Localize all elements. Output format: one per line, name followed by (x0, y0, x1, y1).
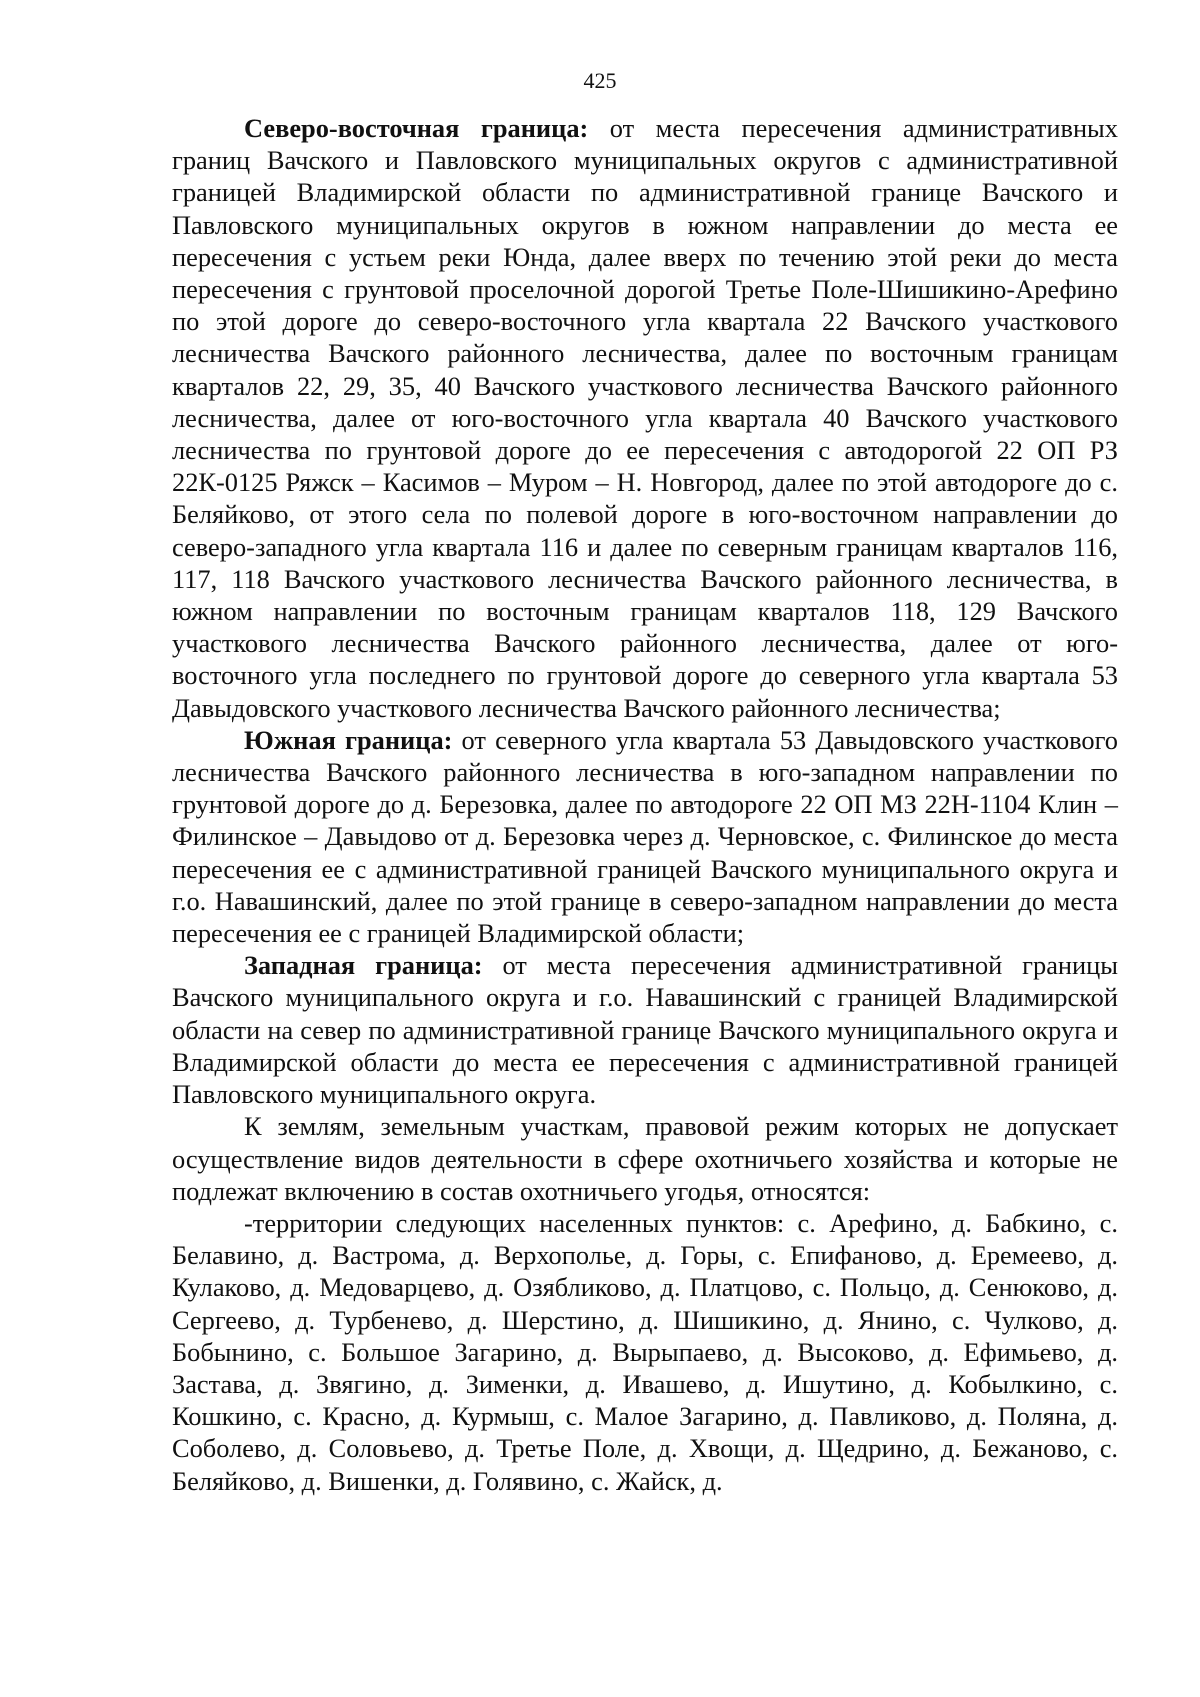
paragraph-heading: Северо-восточная граница: (244, 113, 589, 143)
paragraph-text: -территории следующих населенных пунктов: с. Арефино, д. Бабкино, с. Белавино, д. Вастрома, д. Верхополье, д. Горы, с. Епифаново, д. Еремеево, д. Кулаково, д. Медоварцево, д. Озябликово, д. Платцово, с. Польцо, д. Сенюково, д. Сергеево, д. Турбенево, д. Шерстино, д. Шишикино, д. Янино, с. Чулково, д. Бобынино, с. Большое Загарино, д. Вырыпаево, д. Высоково, д. Ефимьево, д. Застава, д. Звягино, д. Зименки, д. Ивашево, д. Ишутино, д. Кобылкино, с. Кошкино, с. Красно, д. Курмыш, с. Малое Загарино, д. Павликово, д. Поляна, д. Соболево, д. Соловьево, д. Третье Поле, д. Хвощи, д. Щедрино, д. Бежаново, с. Беляйково, д. Вишенки, д. Голявино, с. Жайск, д. (172, 1207, 1118, 1496)
paragraph-south-border (172, 724, 1118, 949)
paragraph-northeast-border (172, 112, 1118, 724)
paragraph-text: от места пересечения административных границ Вачского и Павловского муниципальных округов с административной границей Владимирской области по административной границе Вачского и Павловского муниципальных округов в южном направлении до места ее пересечения с устьем реки Юнда, далее вверх по течению этой реки до места пересечения с грунтовой проселочной дорогой Третье Поле-Шишикино-Арефино по этой дороге до северо-восточного угла квартала 22 Вачского участкового лесничества Вачского районного лесничества, далее по восточным границам кварталов 22, 29, 35, 40 Вачского участкового лесничества Вачского районного лесничества, далее от юго-восточного угла квартала 40 Вачского участкового лесничества по грунтовой дороге до ее пересечения с автодорогой 22 ОП РЗ 22К-0125 Ряжск – Касимов – Муром – Н. Новгород, далее по этой автодороге до с. Беляйково, от этого села по полевой дороге в юго-восточном направлении до северо-западного угла квартала 116 и далее по северным границам кварталов 116, 117, 118 Вачского участкового лесничества Вачского районного лесничества, в южном направлении по восточным границам кварталов 118, 129 Вачского участкового лесничества Вачского районного лесничества, далее от юго-восточного угла последнего по грунтовой дороге до северного угла квартала 53 Давыдовского участкового лесничества Вачского районного лесничества; (172, 113, 1118, 723)
paragraph-text: от места пересечения административной границы Вачского муниципального округа и г.о. Навашинский с границей Владимирской области на север по административной границе Вачского муниципального округа и Владимирской области до места ее пересечения с административной границей Павловского муниципального округа. (172, 950, 1119, 1110)
paragraph-settlements-list (172, 1207, 1118, 1497)
paragraph-west-border (172, 949, 1118, 1110)
paragraph-excluded-lands (172, 1110, 1118, 1207)
paragraph-heading: Южная граница: (244, 724, 453, 755)
page-number: 425 (583, 68, 617, 93)
document-body (172, 112, 1118, 1497)
paragraph-heading: Западная граница: (244, 950, 483, 981)
paragraph-text: от северного угла квартала 53 Давыдовского участкового лесничества Вачского районного лесничества в юго-западном направлении по грунтовой дороге до д. Березовка, далее по автодороге 22 ОП МЗ 22Н-1104 Клин – Филинское – Давыдово от д. Березовка через д. Черновское, с. Филинское до места пересечения ее с административной границей Вачского муниципального округа и г.о. Навашинский, далее по этой границе в северо-западном направлении до места пересечения ее с границей Владимирской области; (172, 724, 1118, 949)
paragraph-text: К землям, земельным участкам, правовой режим которых не допускает осуществление видов деятельности в сфере охотничьего хозяйства и которые не подлежат включению в состав охотничьего угодья, относятся: (172, 1111, 1118, 1206)
